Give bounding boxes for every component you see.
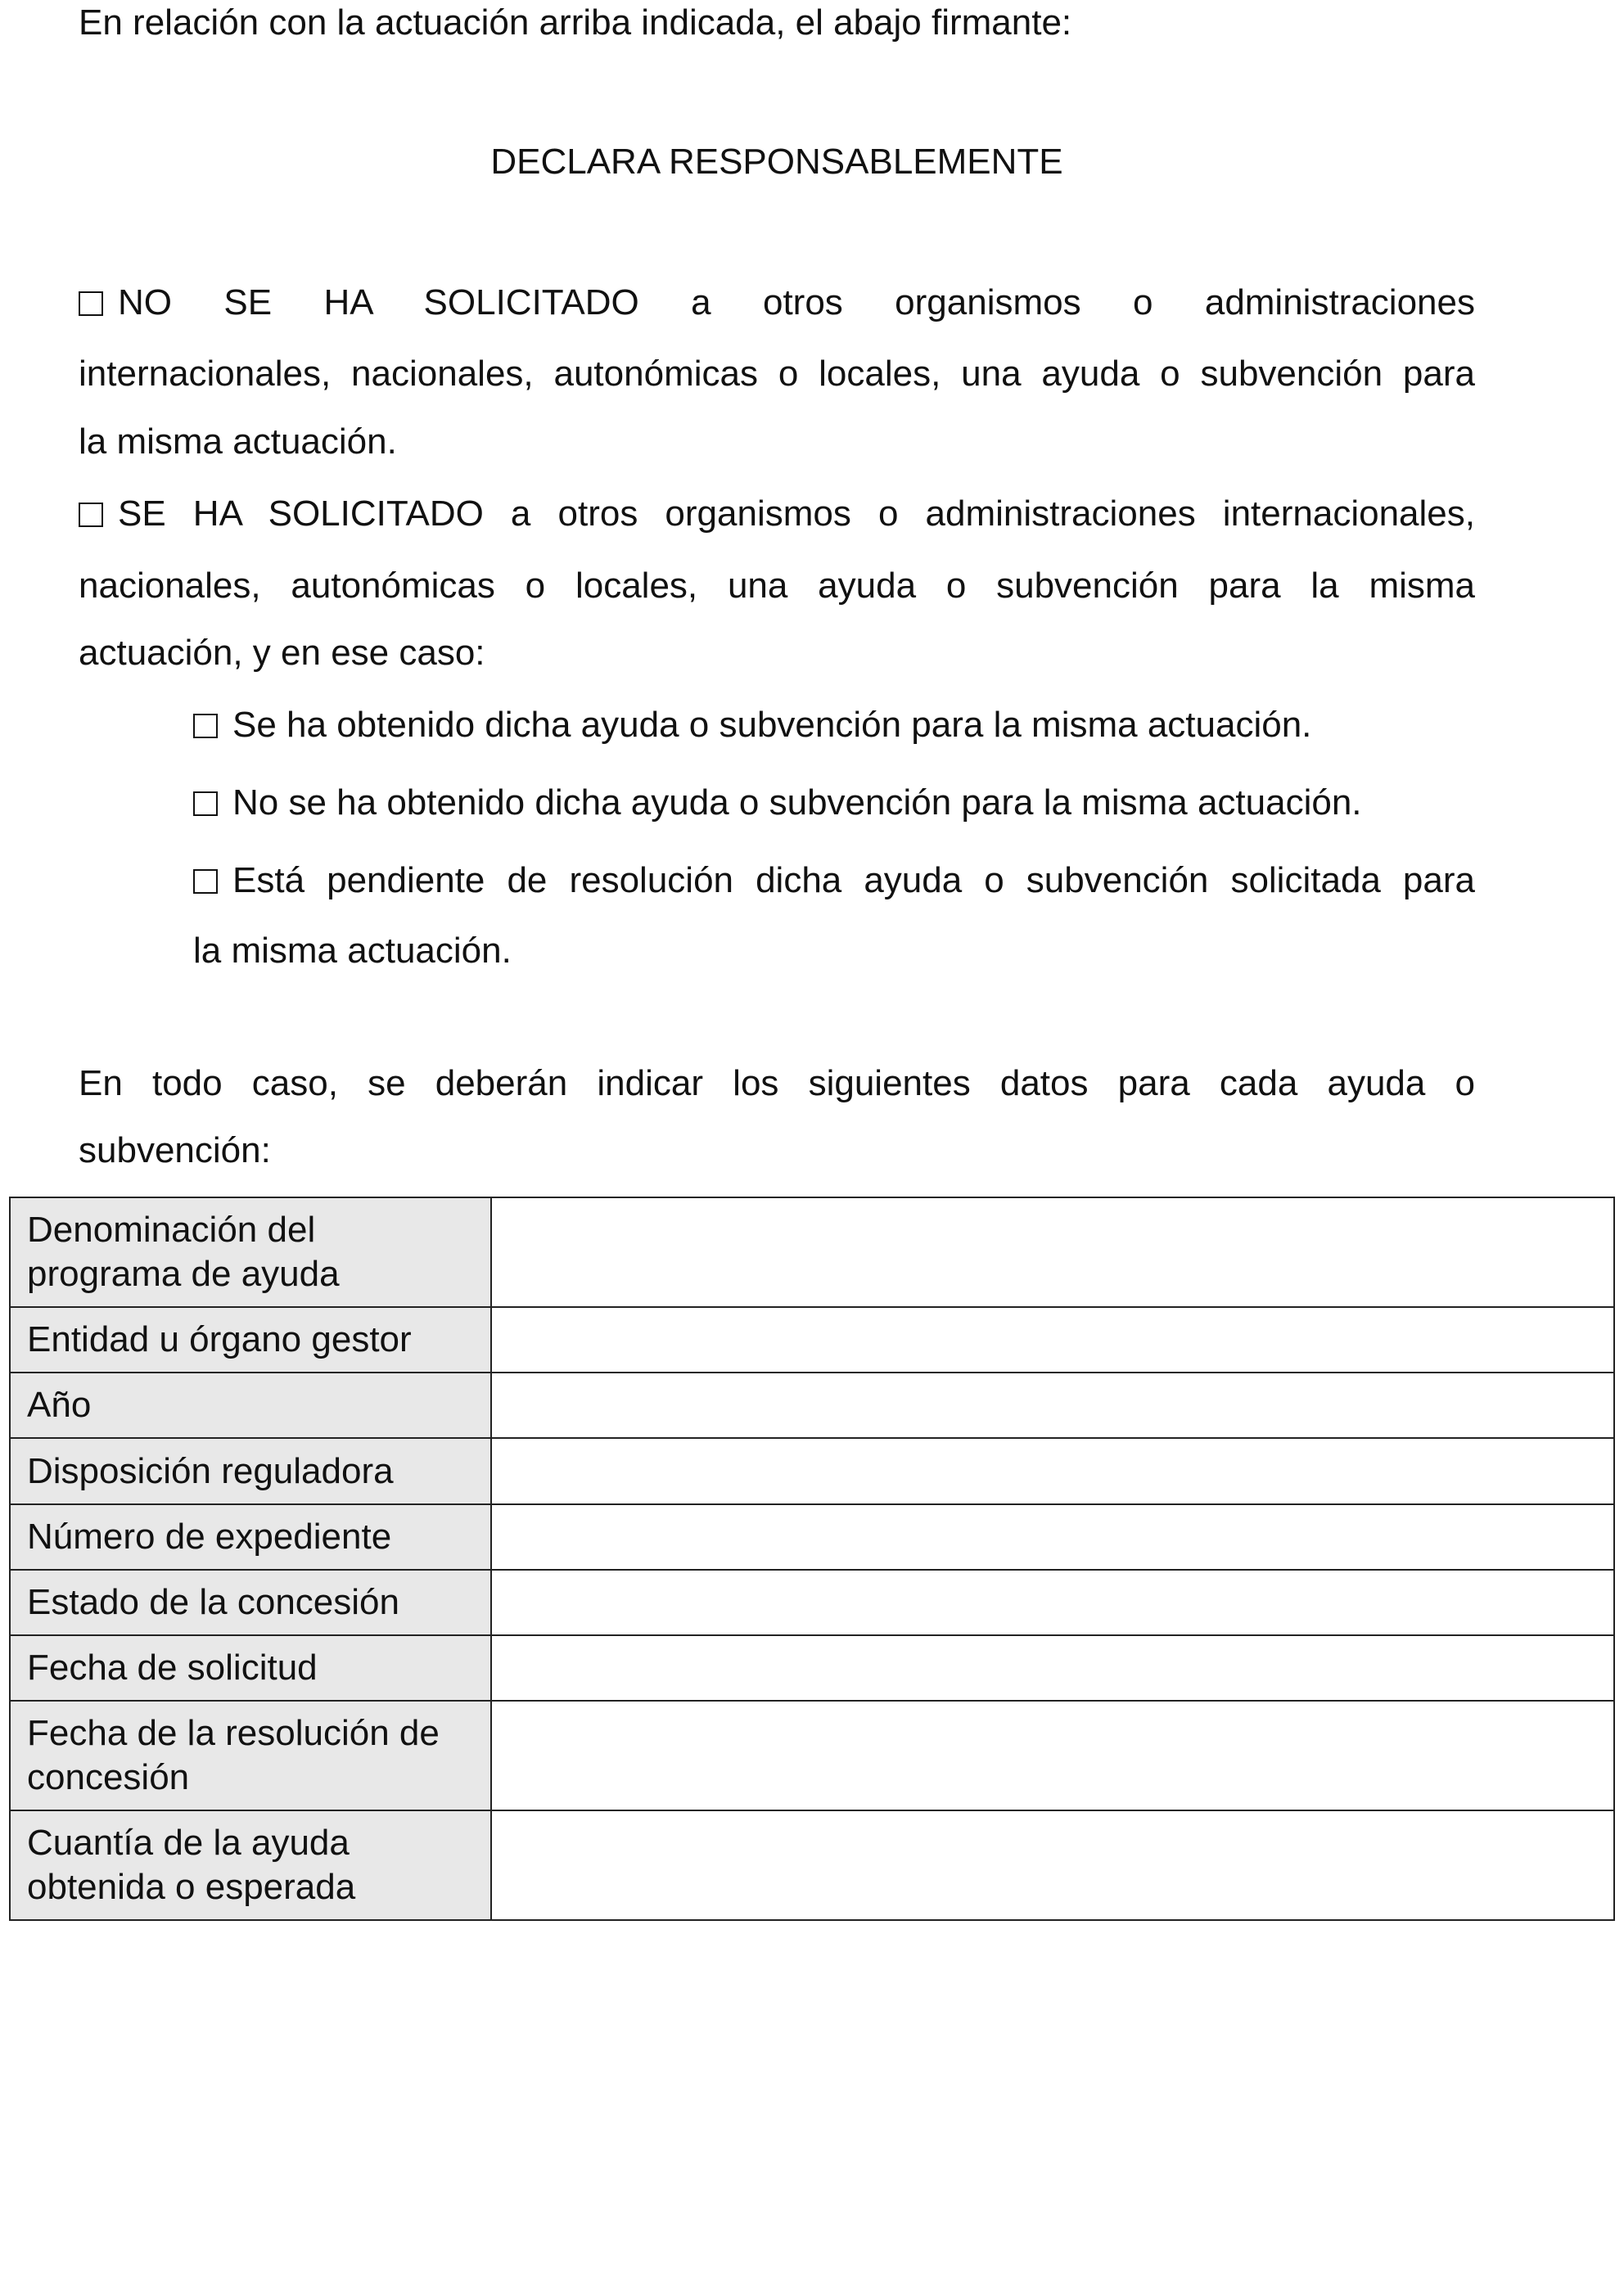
row-label-estado: Estado de la concesión	[10, 1570, 491, 1635]
option-si-solicitado-line-2: nacionales, autonómicas o locales, una ayuda o subvención para la misma	[79, 566, 1475, 606]
option-si-solicitado-line-3: actuación, y en ese caso:	[79, 633, 485, 673]
sub-option-pendiente-line-1	[193, 859, 1475, 902]
sub-option-obtenido	[193, 704, 1475, 746]
option-no-solicitado-text-1: NO SE HA SOLICITADO a otros organismos o administraciones	[118, 282, 1475, 322]
row-label-disposicion: Disposición reguladora	[10, 1438, 491, 1504]
table-row	[10, 1373, 1614, 1438]
row-label-denominacion: Denominación del programa de ayuda	[10, 1197, 491, 1307]
instruction-line-1: En todo caso, se deberán indicar los siguientes datos para cada ayuda o	[79, 1063, 1475, 1103]
field-entidad[interactable]	[491, 1307, 1614, 1373]
row-label-entidad: Entidad u órgano gestor	[10, 1307, 491, 1373]
table-row	[10, 1635, 1614, 1701]
option-no-solicitado-line-1	[79, 282, 1475, 324]
sub-option-no-obtenido	[193, 782, 1475, 824]
field-disposicion[interactable]	[491, 1438, 1614, 1504]
table-row	[10, 1438, 1614, 1504]
checkbox-obtenido[interactable]	[193, 714, 218, 738]
table-row	[10, 1701, 1614, 1810]
option-si-solicitado-text-1: SE HA SOLICITADO a otros organismos o administraciones internacionales,	[118, 494, 1475, 534]
sub-option-pendiente-text-1: Está pendiente de resolución dicha ayuda o subvención solicitada para	[232, 860, 1475, 900]
checkbox-pendiente[interactable]	[193, 869, 218, 894]
field-denominacion[interactable]	[491, 1197, 1614, 1307]
option-si-solicitado-line-1	[79, 493, 1475, 535]
declaration-heading: DECLARA RESPONSABLEMENTE	[490, 142, 1063, 182]
field-fecha-solicitud[interactable]	[491, 1635, 1614, 1701]
table-row	[10, 1307, 1614, 1373]
field-cuantia[interactable]	[491, 1810, 1614, 1920]
field-estado[interactable]	[491, 1570, 1614, 1635]
row-label-cuantia: Cuantía de la ayuda obtenida o esperada	[10, 1810, 491, 1920]
sub-option-no-obtenido-text: No se ha obtenido dicha ayuda o subvención para la misma actuación.	[232, 782, 1362, 823]
checkbox-no-solicitado[interactable]	[79, 291, 103, 316]
row-label-expediente: Número de expediente	[10, 1504, 491, 1570]
row-label-fecha-resolucion: Fecha de la resolución de concesión	[10, 1701, 491, 1810]
sub-option-pendiente-line-2: la misma actuación.	[193, 931, 512, 971]
checkbox-si-solicitado[interactable]	[79, 503, 103, 527]
sub-option-obtenido-text: Se ha obtenido dicha ayuda o subvención para la misma actuación.	[232, 705, 1312, 745]
field-expediente[interactable]	[491, 1504, 1614, 1570]
row-label-anio: Año	[10, 1373, 491, 1438]
table-row	[10, 1570, 1614, 1635]
field-anio[interactable]	[491, 1373, 1614, 1438]
table-row	[10, 1810, 1614, 1920]
row-label-fecha-solicitud: Fecha de solicitud	[10, 1635, 491, 1701]
option-no-solicitado-line-3: la misma actuación.	[79, 421, 397, 462]
table-row	[10, 1504, 1614, 1570]
intro-text: En relación con la actuación arriba indicada, el abajo firmante:	[79, 2, 1072, 43]
field-fecha-resolucion[interactable]	[491, 1701, 1614, 1810]
aid-data-table	[9, 1197, 1615, 1921]
option-no-solicitado-line-2: internacionales, nacionales, autonómicas o locales, una ayuda o subvención para	[79, 354, 1475, 394]
table-row	[10, 1197, 1614, 1307]
instruction-line-2: subvención:	[79, 1130, 271, 1170]
checkbox-no-obtenido[interactable]	[193, 791, 218, 816]
